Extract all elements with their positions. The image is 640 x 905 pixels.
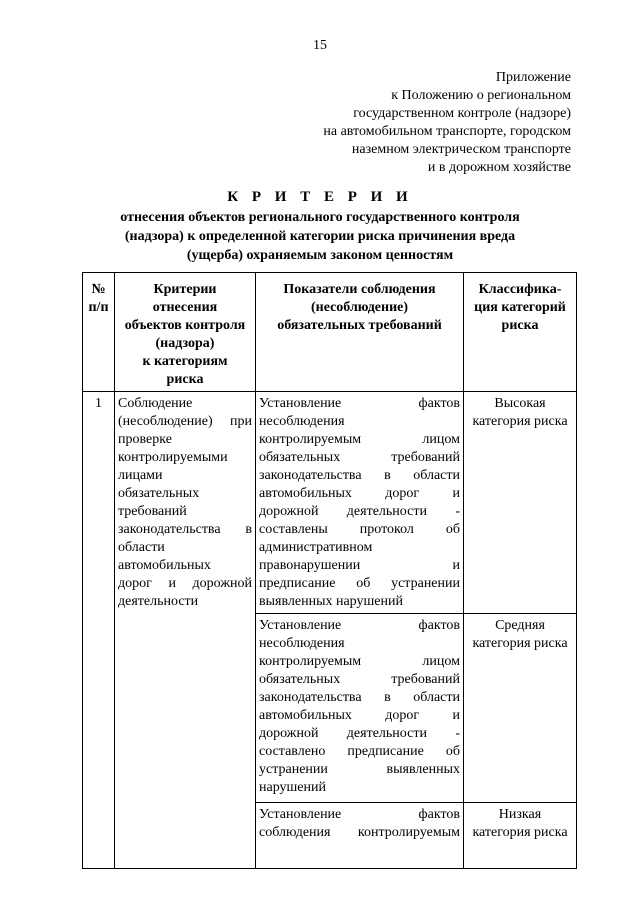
text-line: законодательства в области	[259, 690, 460, 705]
text-line: автомобильных дорог и	[259, 486, 460, 501]
header-criteria	[115, 273, 256, 392]
header-line: риска	[501, 318, 539, 333]
criteria-cell	[115, 392, 256, 869]
header-line: (несоблюдение)	[310, 300, 409, 315]
text-line: соблюдения контролируемым	[259, 825, 460, 840]
header-classification	[464, 273, 577, 392]
header-line: п/п	[88, 300, 109, 315]
text-line: Установление фактов	[259, 618, 460, 633]
text-line: законодательства в области	[259, 468, 460, 483]
category-cell-low	[464, 803, 577, 869]
indicator-cell-low	[256, 803, 464, 869]
text-line: выявленных нарушений	[259, 594, 403, 609]
text-line: законодательства в	[118, 522, 252, 537]
text-line: обязательных	[118, 486, 200, 501]
header-indicators	[256, 273, 464, 392]
text-line: дорожной деятельности -	[259, 726, 460, 741]
text-line: составлены протокол об	[259, 522, 460, 537]
header-line: ция категорий	[474, 300, 566, 315]
header-line: Показатели соблюдения	[283, 282, 436, 297]
text-line: контролируемым лицом	[259, 432, 460, 447]
appendix-line: к Положению о региональном	[391, 88, 571, 103]
text-line: деятельности	[118, 594, 199, 609]
header-line: Классифика-	[478, 282, 562, 297]
text-line: обязательных требований	[259, 672, 460, 687]
text-line: требований	[118, 504, 187, 519]
text-line: лицами	[118, 468, 163, 483]
text-line: Средняя	[495, 618, 545, 633]
appendix-line: и в дорожном хозяйстве	[427, 160, 571, 175]
text-line: (несоблюдение) при	[118, 414, 252, 429]
category-cell-medium	[464, 614, 577, 803]
text-line: несоблюдения	[259, 414, 345, 429]
table-header-row	[83, 273, 577, 392]
appendix-note	[323, 69, 571, 177]
text-line: составлено предписание об	[259, 744, 460, 759]
text-line: автомобильных дорог и	[259, 708, 460, 723]
text-line: проверке	[118, 432, 172, 447]
document-title: К Р И Т Е Р И И	[227, 189, 413, 205]
row-number: 1	[83, 392, 115, 869]
text-line: нарушений	[259, 780, 326, 795]
text-line: административном	[259, 540, 373, 555]
indicator-cell-high	[256, 392, 464, 614]
subtitle-line: отнесения объектов регионального государственного контроля	[120, 210, 520, 225]
text-line: предписание об устранении	[259, 576, 460, 591]
text-line: Установление фактов	[259, 807, 460, 822]
header-line: к категориям	[142, 354, 228, 369]
text-line: Установление фактов	[259, 396, 460, 411]
text-line: Низкая	[498, 807, 542, 822]
header-line: (надзора)	[155, 336, 215, 351]
text-line: дорог и дорожной	[118, 576, 252, 591]
subtitle-line: (надзора) к определенной категории риска причинения вреда	[124, 229, 516, 244]
header-line: обязательных требований	[277, 318, 442, 333]
page-number: 15	[313, 38, 327, 53]
header-line: №	[91, 282, 106, 297]
indicator-cell-medium	[256, 614, 464, 803]
text-line: контролируемым лицом	[259, 654, 460, 669]
text-line: области	[118, 540, 165, 555]
header-line: Критерии	[153, 282, 217, 297]
text-line: Соблюдение	[118, 396, 193, 411]
text-line: категория риска	[472, 414, 568, 429]
appendix-line: наземном электрическом транспорте	[351, 142, 571, 157]
header-number	[83, 273, 115, 392]
table-row	[83, 392, 577, 614]
document-subtitle	[80, 208, 560, 265]
text-line: категория риска	[472, 825, 568, 840]
category-cell-high	[464, 392, 577, 614]
subtitle-line: (ущерба) охраняемым законом ценностям	[186, 248, 454, 263]
text-line: правонарушении и	[259, 558, 460, 573]
page-bottom-margin	[0, 870, 640, 905]
text-line: автомобильных	[118, 558, 211, 573]
appendix-line: Приложение	[495, 70, 571, 85]
header-line: объектов контроля	[124, 318, 246, 333]
header-line: отнесения	[152, 300, 218, 315]
text-line: несоблюдения	[259, 636, 345, 651]
appendix-line: на автомобильном транспорте, городском	[323, 124, 571, 139]
appendix-line: государственном контроле (надзоре)	[353, 106, 571, 121]
criteria-table	[82, 272, 577, 869]
text-line: Высокая	[494, 396, 546, 411]
text-line: устранении выявленных	[259, 762, 460, 777]
header-line: риска	[166, 372, 204, 387]
text-line: обязательных требований	[259, 450, 460, 465]
text-line: категория риска	[472, 636, 568, 651]
text-line: контролируемыми	[118, 450, 228, 465]
text-line: дорожной деятельности -	[259, 504, 460, 519]
